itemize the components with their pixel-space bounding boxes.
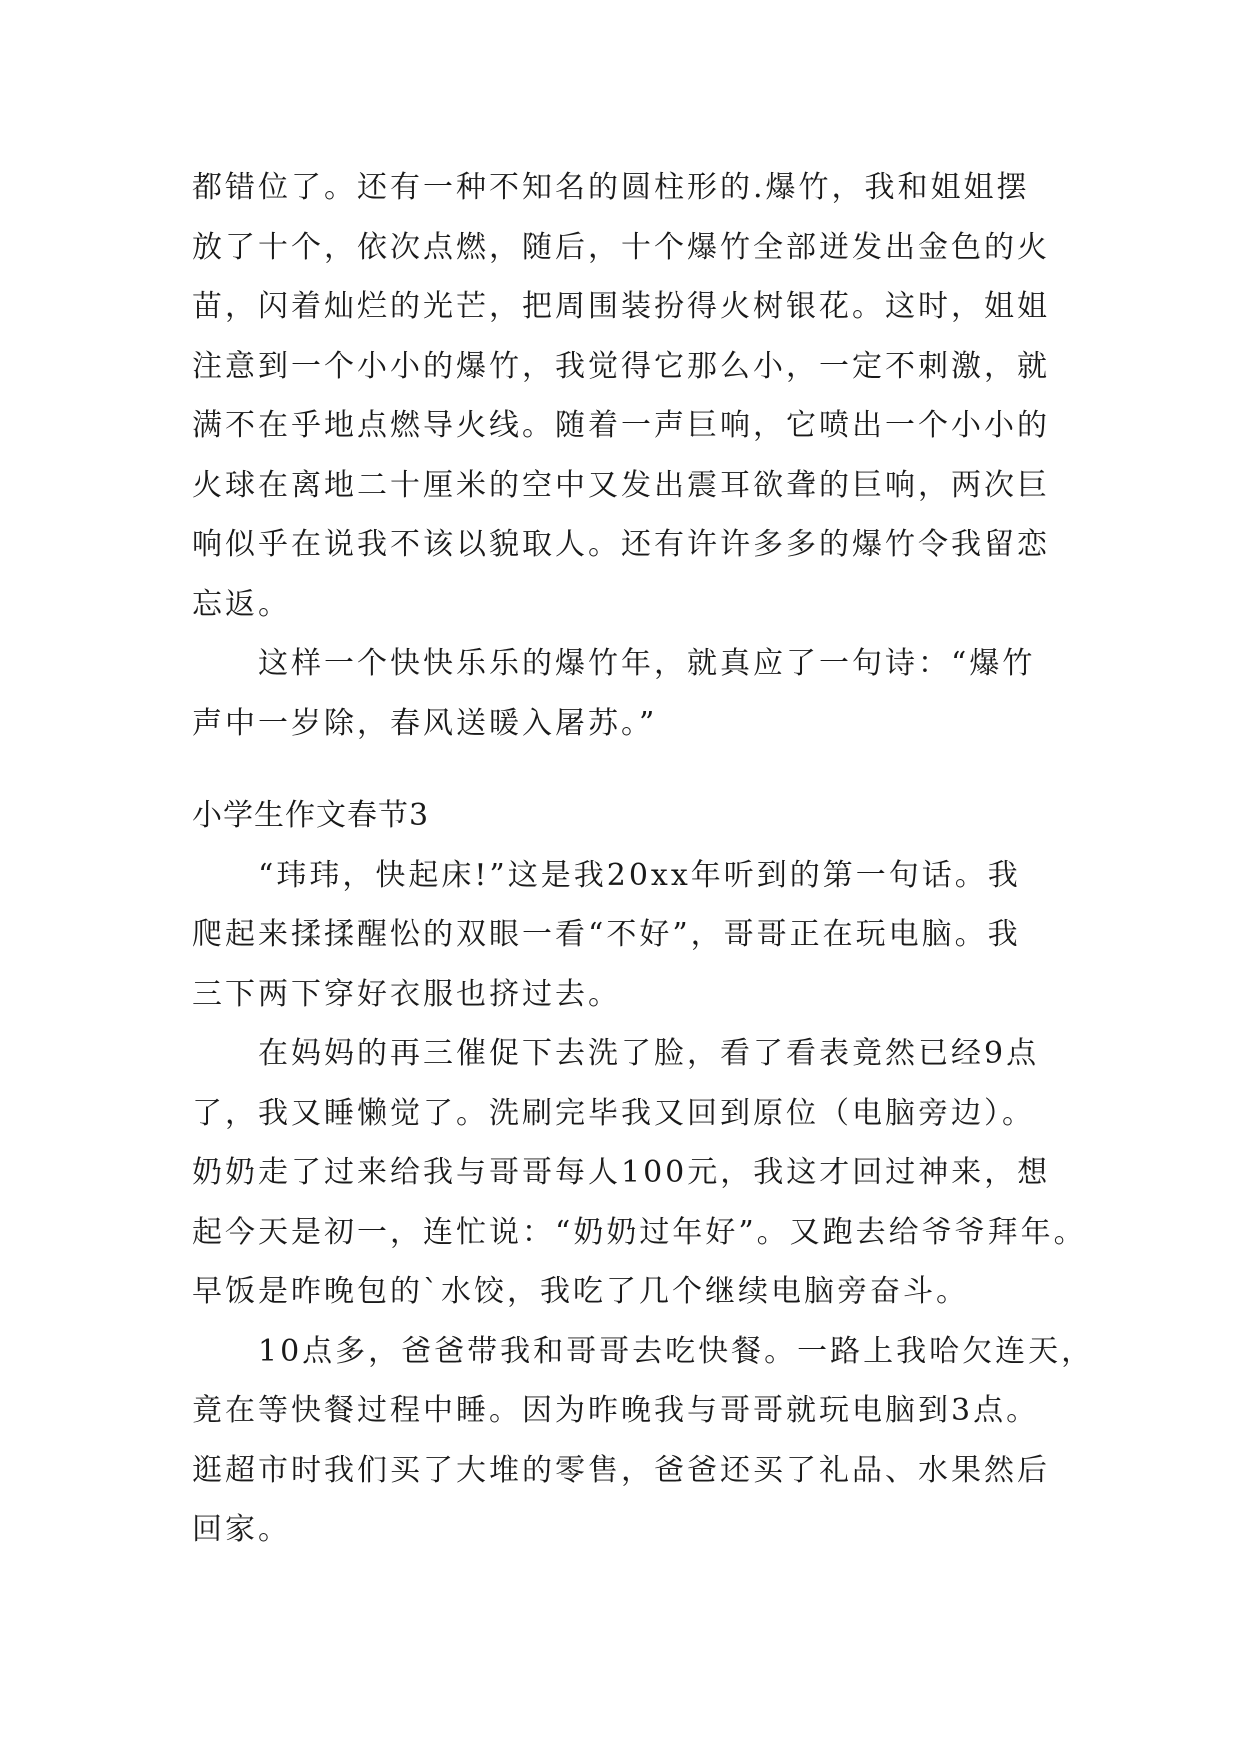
text-line: 10点多，爸爸带我和哥哥去吃快餐。一路上我哈欠连天， [192,1333,1095,1369]
text-line: 都错位了。还有一种不知名的圆柱形的.爆竹，我和姐姐摆 [192,170,1030,205]
essay-heading: 小学生作文春节3 [192,798,430,833]
text-line: 注意到一个小小的爆竹，我觉得它那么小，一定不刺激，就 [192,348,1050,384]
text-line: 火球在离地二十厘米的空中又发出震耳欲聋的巨响，两次巨 [192,467,1050,503]
essay-3 [192,786,1095,1560]
text-line: 响似乎在说我不该以貌取人。还有许许多多的爆竹令我留恋 [192,527,1050,562]
text-line: 竟在等快餐过程中睡。因为昨晚我与哥哥就玩电脑到3点。 [192,1393,1040,1428]
text-line: 这样一个快快乐乐的爆竹年，就真应了一句诗：“爆竹 [192,646,1036,681]
essay-continuation [192,158,1072,753]
text-line: 爬起来揉揉醒忪的双眼一看“不好”，哥哥正在玩电脑。我 [192,917,1021,952]
text-line: 忘返。 [192,586,291,622]
text-line: 三下两下穿好衣服也挤过去。 [192,976,621,1012]
text-line: 逛超市时我们买了大堆的零售，爸爸还买了礼品、水果然后 [192,1452,1050,1488]
text-line: 苗，闪着灿烂的光芒，把周围装扮得火树银花。这时，姐姐 [192,289,1050,324]
text-line: 声中一岁除，春风送暖入屠苏。” [192,705,658,741]
text-line: 了，我又睡懒觉了。洗刷完毕我又回到原位（电脑旁边）。 [192,1095,1035,1131]
text-line: 在妈妈的再三催促下去洗了脸，看了看表竟然已经9点 [192,1036,1040,1071]
text-line: 起今天是初一，连忙说：“奶奶过年好”。又跑去给爷爷拜年。 [192,1214,1087,1250]
text-line: 放了十个，依次点燃，随后，十个爆竹全部迸发出金色的火 [192,229,1050,265]
text-line: 满不在乎地点燃导火线。随着一声巨响，它喷出一个小小的 [192,408,1050,443]
text-line: 早饭是昨晚包的`水饺，我吃了几个继续电脑旁奋斗。 [192,1274,969,1309]
text-line: “玮玮，快起床!”这是我20xx年听到的第一句话。我 [192,857,1021,893]
text-line: 奶奶走了过来给我与哥哥每人100元，我这才回过神来，想 [192,1155,1051,1190]
text-line: 回家。 [192,1512,291,1547]
